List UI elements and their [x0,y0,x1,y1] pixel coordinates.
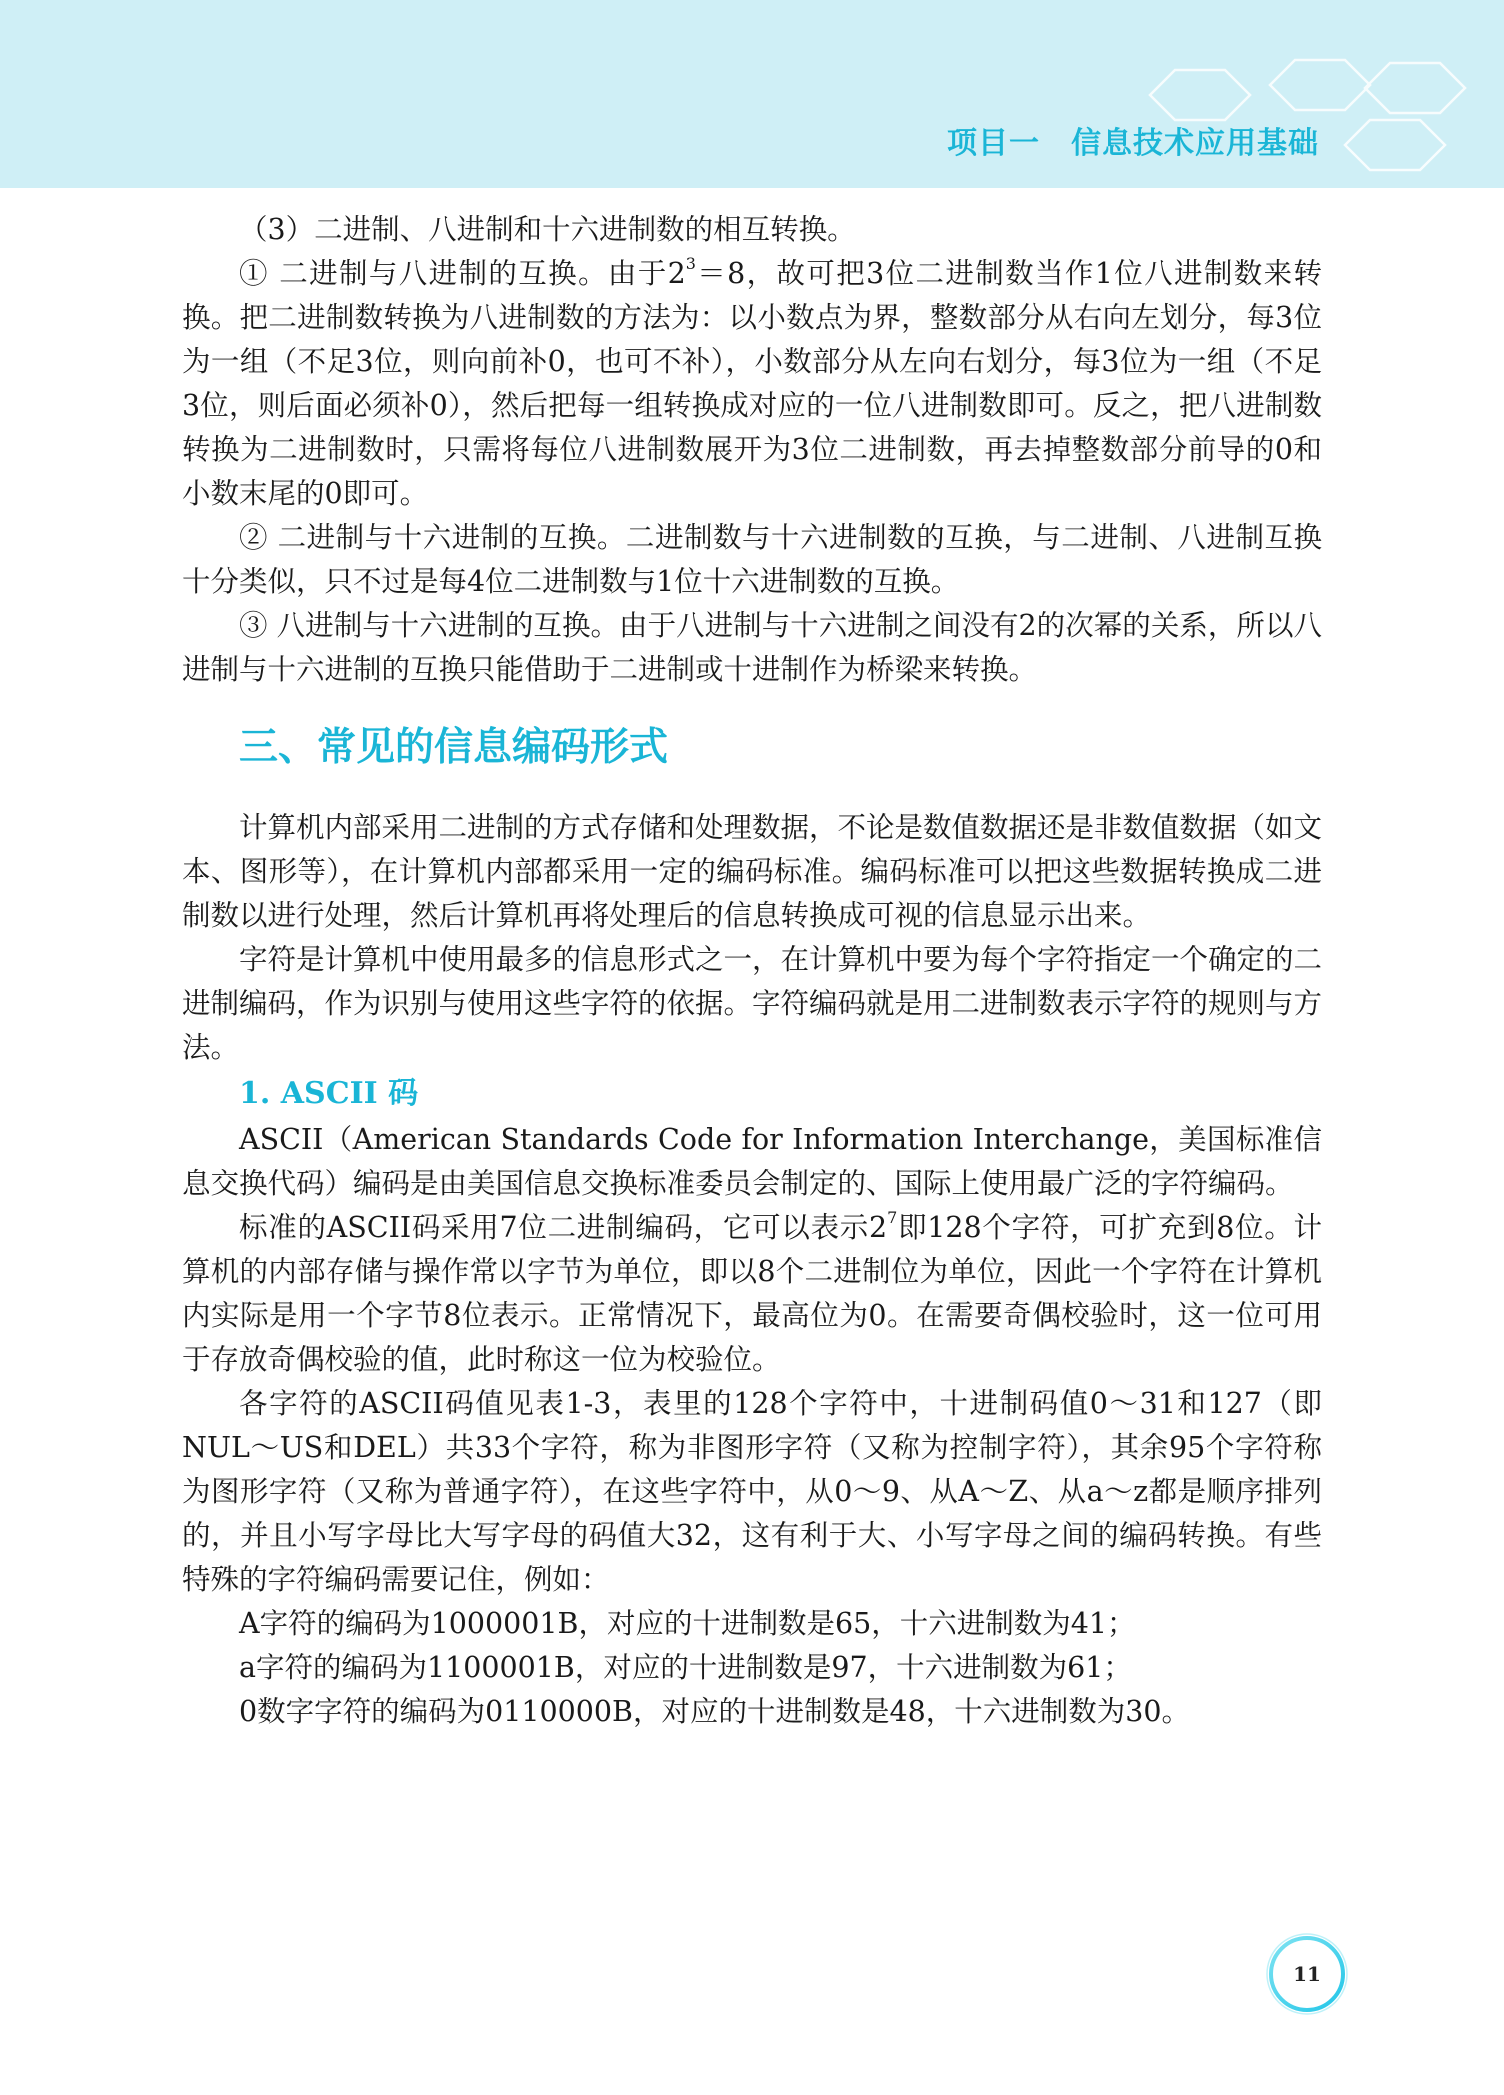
paragraph: 字符是计算机中使用最多的信息形式之一，在计算机中要为每个字符指定一个确定的二进制编码，作为识别与使用这些字符的依据。字符编码就是用二进制数表示字符的规则与方法。 [182,943,1323,1064]
section-heading: （3）二进制、八进制和十六进制数的相互转换。 [239,213,856,246]
page-number-badge [1265,1932,1349,2016]
paragraph: ③ 八进制与十六进制的互换。由于八进制与十六进制之间没有2的次幂的关系，所以八进制与十六进制的互换只能借助于二进制或十进制作为桥梁来转换。 [182,609,1322,686]
page-content [182,208,1322,1734]
example-line: A字符的编码为1000001B，对应的十进制数是65，十六进制数为41； [239,1607,1136,1640]
example-line: 0数字字符的编码为0110000B，对应的十进制数是48，十六进制数为30。 [239,1695,1191,1728]
header-title: 项目一 信息技术应用基础 [947,126,1319,161]
example-line: a字符的编码为1100001B，对应的十进制数是97，十六进制数为61； [239,1651,1132,1684]
paragraph: ASCII（American Standards Code for Information Interchange，美国标准信息交换代码）编码是由美国信息交换标准委员会制定的、国际上使用最广泛的字符编码。 [182,1123,1322,1200]
paragraph: 计算机内部采用二进制的方式存储和处理数据，不论是数值数据还是非数值数据（如文本、图形等），在计算机内部都采用一定的编码标准。编码标准可以把这些数据转换成二进制数以进行处理，然后计算机再将处理后的信息转换成可视的信息显示出来。 [182,811,1323,932]
paragraph: ① 二进制与八进制的互换。由于$2^3=8$，故可把3位二进制数当作1位八进制数来转换。把二进制数转换为八进制数的方法为：以小数点为界，整数部分从右向左划分，每3位为一组（不足3位，则向前补0，也可不补），小数部分从左向右划分，每3位为一组（不足3位，则后面必须补0），然后把每一组转换成对应的一位八进制数即可。反之，把八进制数转换为二进制数时，只需将每位八进制数展开为3位二进制数，再去掉整数部分前导的0和小数末尾的0即可。 [182,254,1322,510]
page-number: 11 [1293,1962,1321,1986]
section-title: 三、常见的信息编码形式 [239,725,669,770]
paragraph: 标准的ASCII码采用7位二进制编码，它可以表示$2^7$即128个字符，可扩充到8位。计算机的内部存储与操作常以字节为单位，即以8个二进制位为单位，因此一个字符在计算机内实际是用一个字节8位表示。正常情况下，最高位为0。在需要奇偶校验时，这一位可用于存放奇偶校验的值，此时称这一位为校验位。 [182,1208,1322,1376]
paragraph: ② 二进制与十六进制的互换。二进制数与十六进制数的互换，与二进制、八进制互换十分类似，只不过是每4位二进制数与1位十六进制数的互换。 [182,521,1322,598]
subsection-title: 1. ASCII 码 [239,1076,419,1111]
hexagon-decoration [1140,40,1480,190]
paragraph: 各字符的ASCII码值见表1-3，表里的128个字符中，十进制码值0～31和127（即NUL～US和DEL）共33个字符，称为非图形字符（又称为控制字符），其余95个字符称为图形字符（又称为普通字符），在这些字符中，从0～9、从A～Z、从a～z都是顺序排列的，并且小写字母比大写字母的码值大32，这有利于大、小写字母之间的编码转换。有些特殊的字符编码需要记住，例如： [182,1387,1322,1596]
